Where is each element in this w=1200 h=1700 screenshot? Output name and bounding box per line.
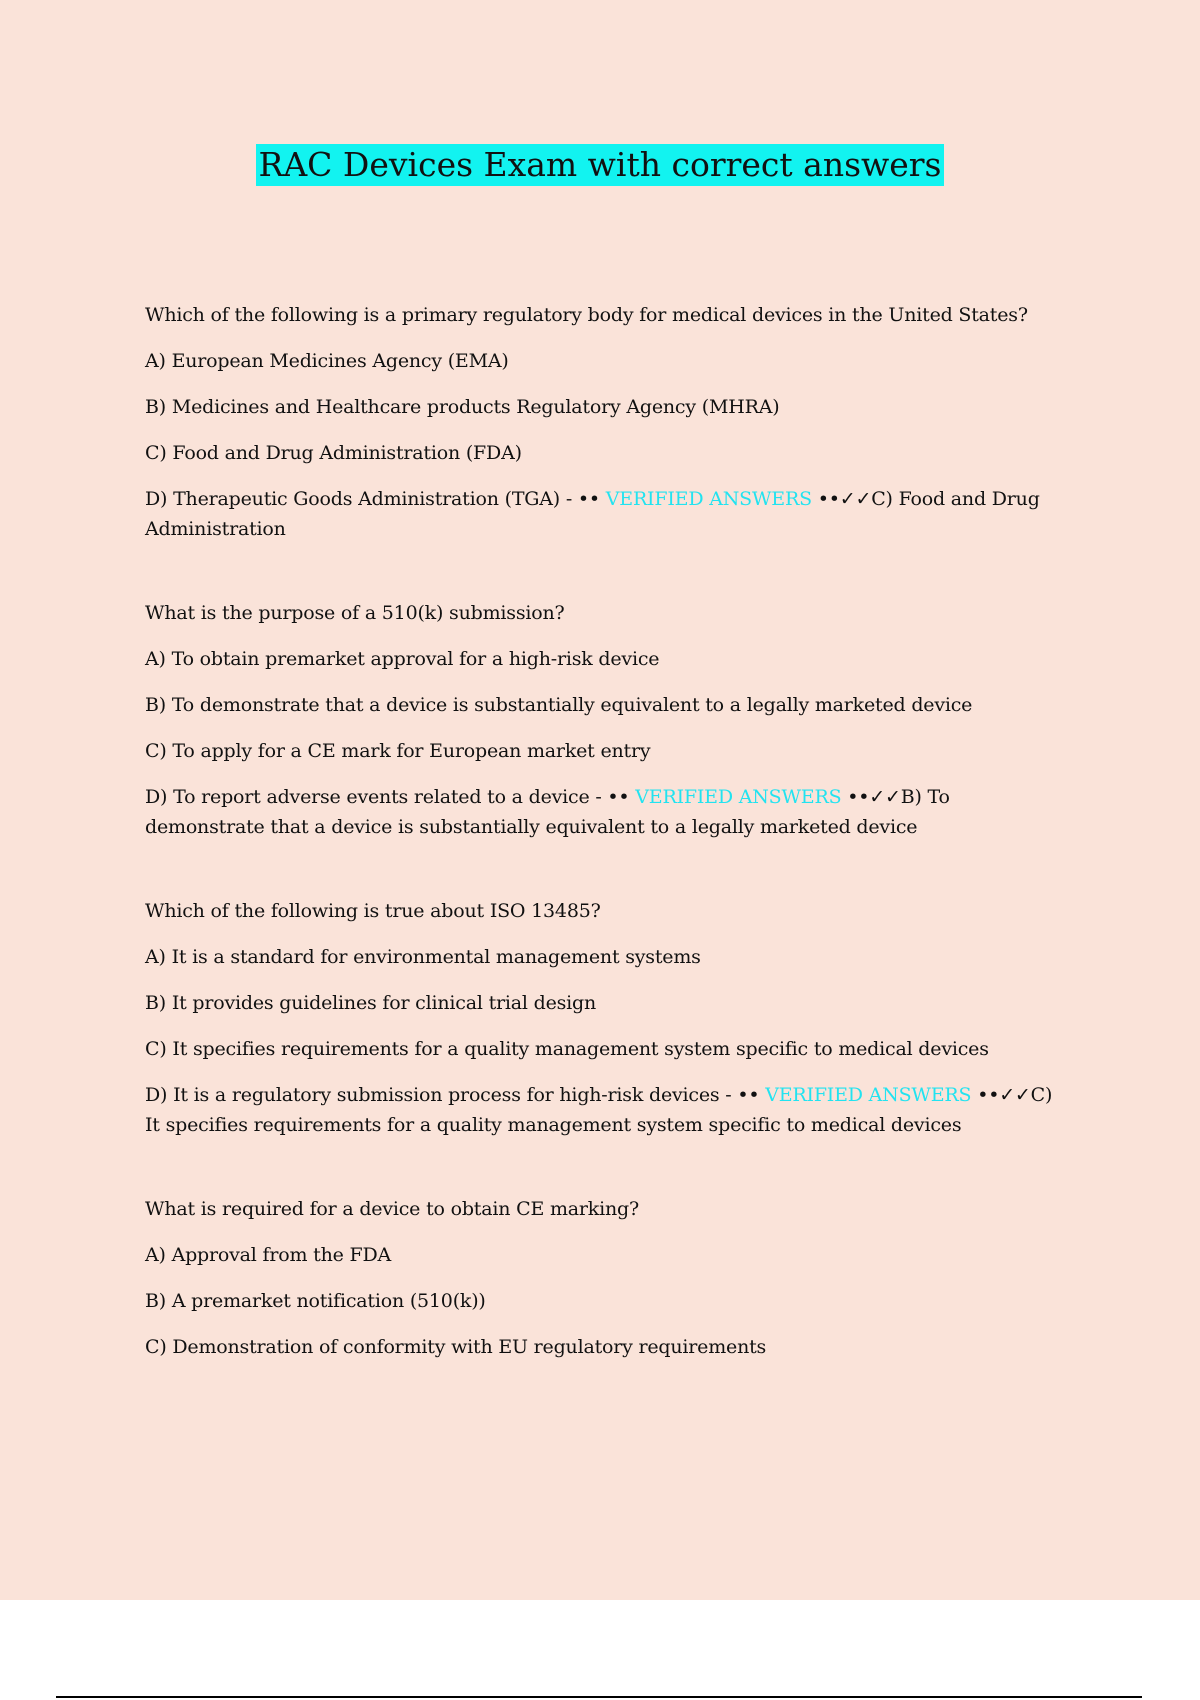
option-a: A) To obtain premarket approval for a high-risk device xyxy=(145,648,660,670)
option-d-with-answer xyxy=(145,1080,1065,1140)
option-b: B) Medicines and Healthcare products Regulatory Agency (MHRA) xyxy=(145,396,780,418)
option-a: A) It is a standard for environmental management systems xyxy=(145,946,701,968)
option-a: A) European Medicines Agency (EMA) xyxy=(145,350,509,372)
correct-answer-text: ••✓✓C) It specifies requirements for a quality management system specific to medical devices xyxy=(145,1084,1053,1136)
question-text: What is required for a device to obtain CE marking? xyxy=(145,1198,639,1220)
correct-answer-text: ••✓✓C) Food and Drug Administration xyxy=(145,488,1040,540)
option-a: A) Approval from the FDA xyxy=(145,1244,392,1266)
question-text: Which of the following is a primary regulatory body for medical devices in the United States? xyxy=(145,304,1028,326)
option-b: B) A premarket notification (510(k)) xyxy=(145,1290,486,1312)
option-c: C) To apply for a CE mark for European market entry xyxy=(145,740,651,762)
option-c: C) It specifies requirements for a quality management system specific to medical devices xyxy=(145,1038,989,1060)
option-d-with-answer xyxy=(145,782,1065,842)
option-d-with-answer xyxy=(145,484,1065,544)
verified-answers-label: VERIFIED ANSWERS xyxy=(635,786,842,808)
correct-answer-text: ••✓✓B) To demonstrate that a device is substantially equivalent to a legally marketed device xyxy=(145,786,950,838)
option-b: B) To demonstrate that a device is substantially equivalent to a legally marketed device xyxy=(145,694,973,716)
title-wrapper xyxy=(0,144,1200,186)
option-d-text: D) Therapeutic Goods Administration (TGA) - •• xyxy=(145,488,600,510)
option-d-text: D) It is a regulatory submission process for high-risk devices - •• xyxy=(145,1084,760,1106)
question-block xyxy=(145,896,1065,1140)
verified-answers-label: VERIFIED ANSWERS xyxy=(605,488,812,510)
option-b: B) It provides guidelines for clinical trial design xyxy=(145,992,597,1014)
question-block xyxy=(145,300,1065,544)
question-list xyxy=(145,300,1065,1416)
option-c: C) Demonstration of conformity with EU regulatory requirements xyxy=(145,1336,767,1358)
question-text: What is the purpose of a 510(k) submission? xyxy=(145,602,565,624)
question-block xyxy=(145,598,1065,842)
option-c: C) Food and Drug Administration (FDA) xyxy=(145,442,522,464)
document-title: RAC Devices Exam with correct answers xyxy=(258,145,942,184)
question-block xyxy=(145,1194,1065,1362)
question-text: Which of the following is true about ISO 13485? xyxy=(145,900,601,922)
option-d-text: D) To report adverse events related to a device - •• xyxy=(145,786,630,808)
footer-divider xyxy=(56,1696,1142,1698)
verified-answers-label: VERIFIED ANSWERS xyxy=(765,1084,972,1106)
